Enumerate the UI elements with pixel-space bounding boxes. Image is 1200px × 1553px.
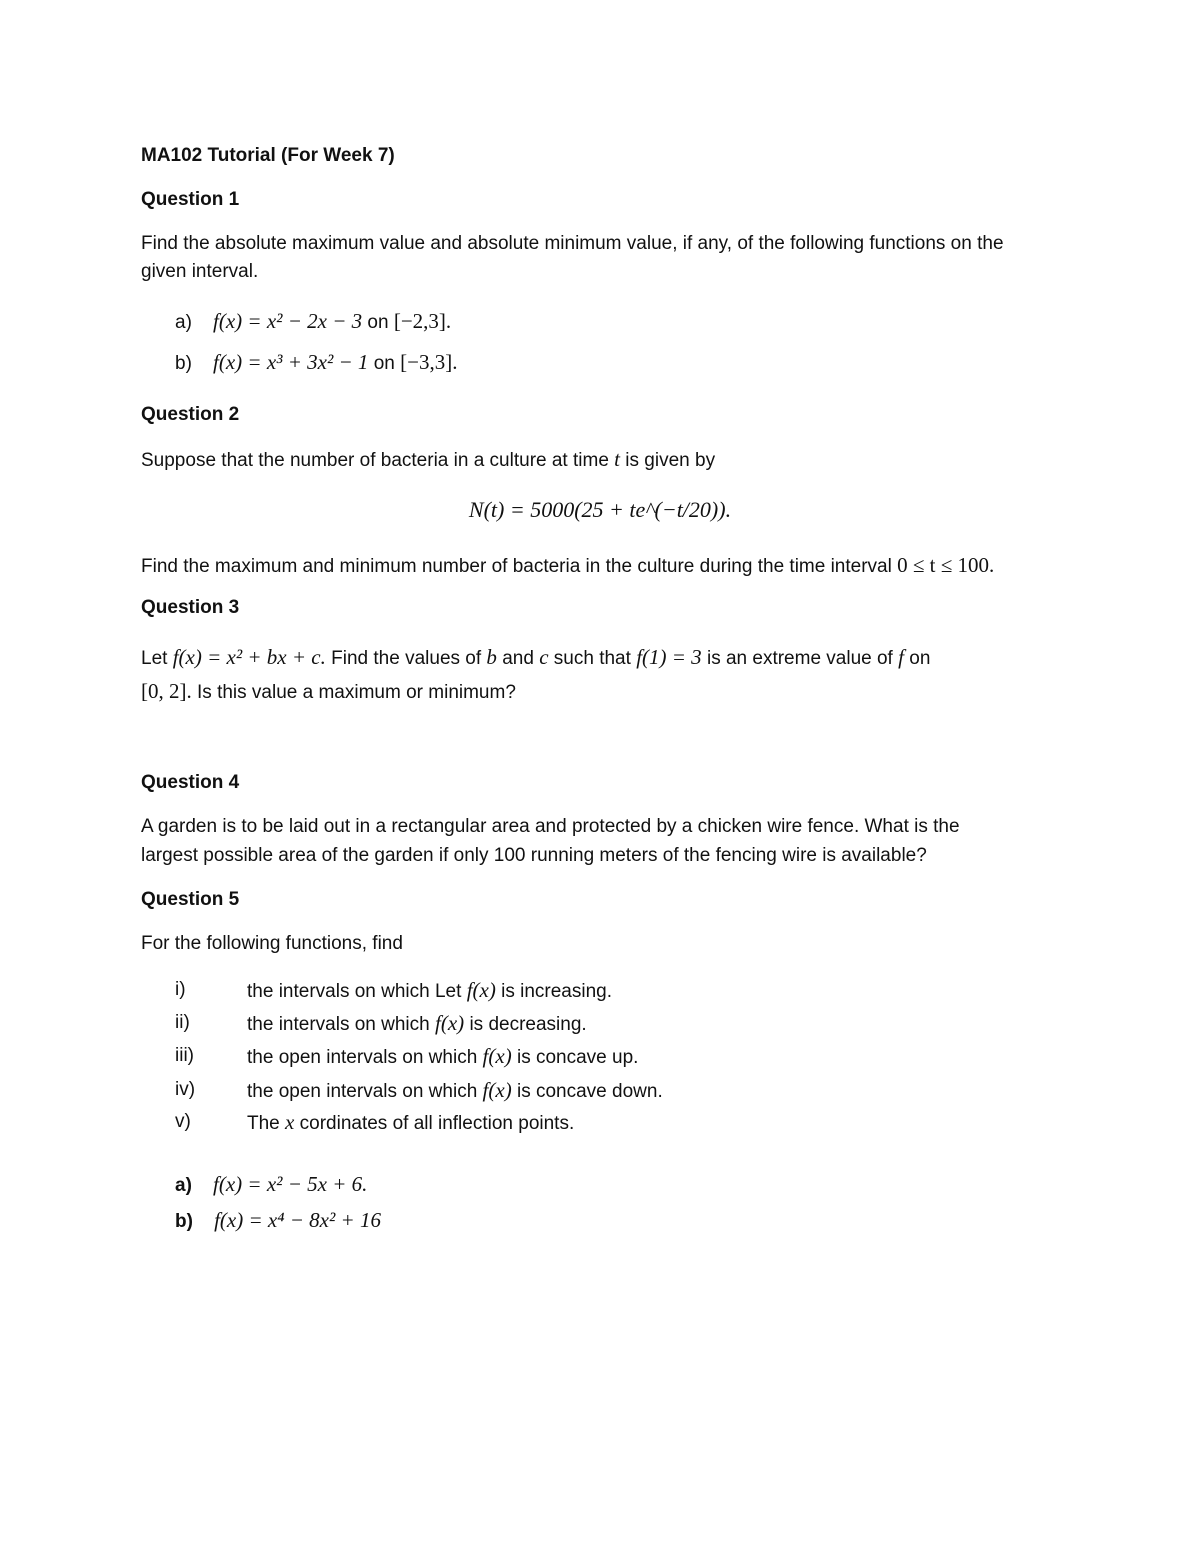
interval: [0, 2]. bbox=[141, 679, 192, 703]
function-symbol: f(x) bbox=[482, 1078, 512, 1102]
question-5-heading: Question 5 bbox=[141, 889, 240, 910]
function-expression: f(x) = x² + bx + c. bbox=[172, 645, 326, 669]
function-expression: f(x) = x⁴ − 8x² + 16 bbox=[214, 1208, 381, 1232]
question-5-intro: For the following functions, find bbox=[141, 933, 403, 954]
list-item-label: ii) bbox=[175, 1012, 190, 1033]
function-value: f(1) = 3 bbox=[636, 645, 702, 669]
list-item bbox=[247, 1011, 587, 1037]
question-1-part-a bbox=[175, 309, 451, 335]
question-1-part-b bbox=[175, 350, 457, 376]
text-segment: The bbox=[247, 1113, 280, 1134]
page-title: MA102 Tutorial (For Week 7) bbox=[141, 145, 395, 166]
part-label: b) bbox=[175, 1211, 193, 1232]
text-segment: is given by bbox=[625, 450, 716, 471]
bacteria-formula: N(t) = 5000(25 + te^(−t/20)). bbox=[468, 497, 732, 522]
question-3-text-line1 bbox=[141, 645, 930, 671]
list-item bbox=[247, 1110, 574, 1136]
text-segment: Find the maximum and minimum number of bacteria in the culture during the time interval bbox=[141, 556, 892, 577]
variable-f: f bbox=[898, 645, 904, 669]
list-item bbox=[247, 1078, 663, 1104]
question-3-text-line2 bbox=[141, 679, 516, 705]
interval: [−2,3]. bbox=[393, 309, 452, 333]
question-3-heading: Question 3 bbox=[141, 597, 240, 618]
text-segment: the open intervals on which bbox=[247, 1047, 478, 1068]
function-expression: f(x) = x³ + 3x² − 1 bbox=[213, 350, 369, 374]
list-item-label: iv) bbox=[175, 1079, 196, 1100]
text-segment: the open intervals on which bbox=[247, 1081, 478, 1102]
variable-x: x bbox=[285, 1110, 295, 1134]
text-segment: is increasing. bbox=[501, 981, 613, 1002]
question-1-text-line2: given interval. bbox=[141, 261, 259, 282]
function-symbol: f(x) bbox=[435, 1011, 465, 1035]
text-segment: such that bbox=[553, 648, 631, 669]
question-2-heading: Question 2 bbox=[141, 404, 240, 425]
question-5-part-a bbox=[175, 1172, 367, 1198]
text-segment: is an extreme value of bbox=[706, 648, 893, 669]
text-segment: is decreasing. bbox=[469, 1014, 587, 1035]
variable-t: t bbox=[614, 447, 621, 471]
list-item-label: v) bbox=[175, 1111, 191, 1132]
question-2-text-line1 bbox=[141, 447, 715, 473]
text-segment: is concave down. bbox=[516, 1081, 663, 1102]
interval: [−3,3]. bbox=[400, 350, 458, 374]
on-word: on bbox=[373, 353, 395, 374]
part-label: b) bbox=[175, 353, 192, 374]
text-segment: and bbox=[502, 648, 534, 669]
list-item bbox=[247, 978, 612, 1004]
question-4-heading: Question 4 bbox=[141, 772, 240, 793]
text-segment: Find the values of bbox=[331, 648, 482, 669]
list-item bbox=[247, 1044, 638, 1070]
text-segment: on bbox=[909, 648, 931, 669]
function-expression: f(x) = x² − 2x − 3 bbox=[213, 309, 363, 333]
question-1-heading: Question 1 bbox=[141, 189, 240, 210]
part-label: a) bbox=[175, 312, 192, 333]
text-segment: is concave up. bbox=[516, 1047, 639, 1068]
time-interval: 0 ≤ t ≤ 100. bbox=[897, 553, 995, 577]
variable-b: b bbox=[486, 645, 497, 669]
text-segment: the intervals on which Let bbox=[247, 981, 462, 1002]
part-label: a) bbox=[175, 1175, 192, 1196]
text-segment: Let bbox=[141, 648, 168, 669]
text-segment: cordinates of all inflection points. bbox=[299, 1113, 575, 1134]
list-item-label: iii) bbox=[175, 1045, 194, 1066]
variable-c: c bbox=[539, 645, 549, 669]
function-symbol: f(x) bbox=[482, 1044, 512, 1068]
text-segment: Suppose that the number of bacteria in a culture at time bbox=[141, 450, 609, 471]
question-1-text-line1: Find the absolute maximum value and absolute minimum value, if any, of the following functions on the bbox=[141, 233, 1004, 254]
function-symbol: f(x) bbox=[466, 978, 496, 1002]
function-expression: f(x) = x² − 5x + 6. bbox=[213, 1172, 368, 1196]
text-segment: Is this value a maximum or minimum? bbox=[197, 682, 516, 703]
question-4-text-line1: A garden is to be laid out in a rectangular area and protected by a chicken wire fence. What is the bbox=[141, 816, 960, 837]
question-5-part-b bbox=[175, 1208, 381, 1234]
list-item-label: i) bbox=[175, 979, 186, 1000]
text-segment: the intervals on which bbox=[247, 1014, 430, 1035]
on-word: on bbox=[367, 312, 389, 333]
question-4-text-line2: largest possible area of the garden if only 100 running meters of the fencing wire is available? bbox=[141, 845, 927, 866]
question-2-text-line2 bbox=[141, 553, 994, 579]
